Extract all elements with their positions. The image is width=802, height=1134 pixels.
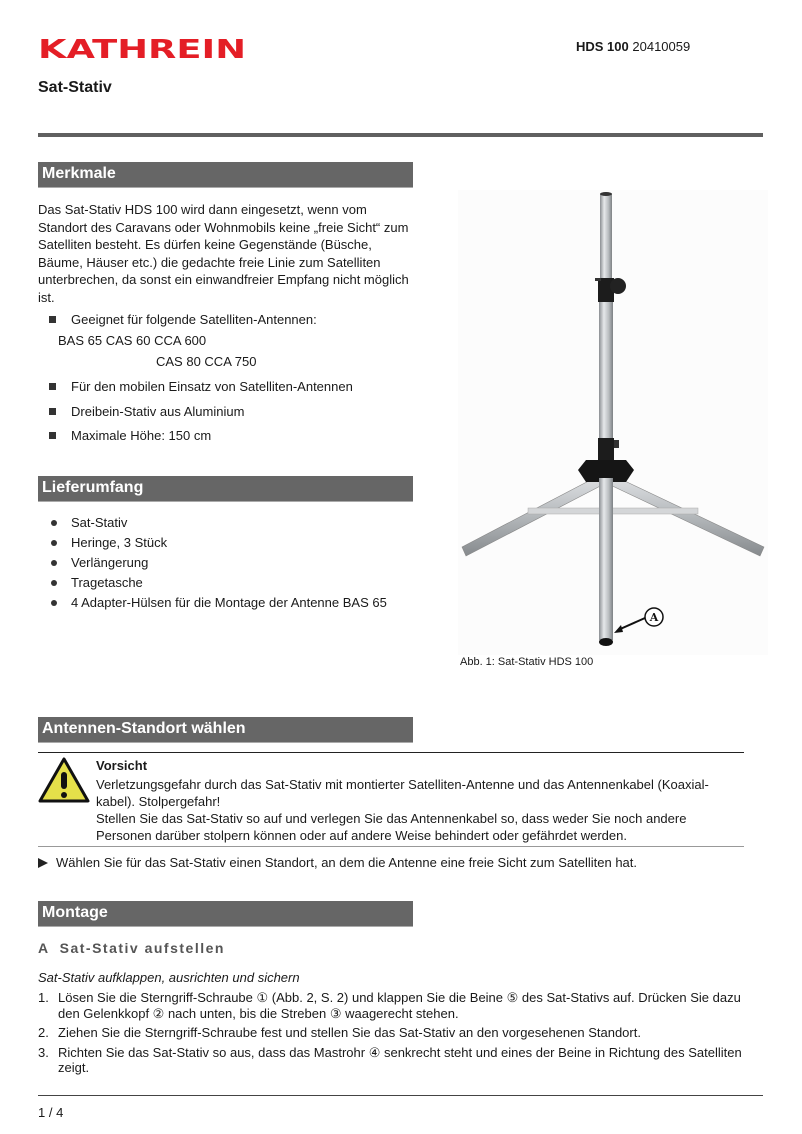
round-bullet-icon bbox=[51, 560, 57, 566]
steps-intro: Sat-Stativ aufklappen, ausrichten und sichern bbox=[38, 970, 300, 985]
list-item: Tragetasche bbox=[38, 574, 418, 594]
step-item: 3. Richten Sie das Sat-Stativ so aus, dass das Mastrohr ④ senkrecht steht und eines der Beine in Richtung des Satelliten zeigt. bbox=[38, 1044, 742, 1075]
svg-text:A: A bbox=[649, 611, 659, 624]
product-code bbox=[576, 39, 690, 54]
subsection-heading: A Sat-Stativ aufstellen bbox=[38, 940, 225, 956]
list-item: Geeignet für folgende Satelliten-Antennen: bbox=[38, 311, 418, 332]
section-heading-features: Merkmale bbox=[38, 162, 413, 188]
page-number: 1 / 4 bbox=[38, 1105, 64, 1120]
square-bullet-icon bbox=[49, 432, 56, 439]
section-heading-scope: Lieferumfang bbox=[38, 476, 413, 502]
step-item: 2. Ziehen Sie die Sterngriff-Schraube fest und stellen Sie das Sat-Stativ an den vorgesehenen Standort. bbox=[38, 1025, 641, 1040]
list-item: Für den mobilen Einsatz von Satelliten-Antennen bbox=[38, 378, 418, 403]
steps-list bbox=[38, 990, 750, 1080]
round-bullet-icon bbox=[51, 600, 57, 606]
document-title: Sat-Stativ bbox=[38, 79, 112, 96]
kathrein-logo bbox=[38, 36, 246, 60]
list-item: Verlängerung bbox=[38, 554, 418, 574]
figure-caption: Abb. 1: Sat-Stativ HDS 100 bbox=[460, 656, 594, 668]
warning-divider-top bbox=[38, 752, 744, 753]
warning-text: Verletzungsgefahr durch das Sat-Stativ mit montierter Satelliten-Antenne und das Antennenkabel (Koaxial- kabel). Stolpergefahr! Stellen Sie das Sat-Stativ so auf und verlegen Sie das Antennenkabel so, dass weder Sie noch andere Personen darüber stolpern können oder auf andere Weise behindert oder gefährdet werden. bbox=[96, 777, 709, 843]
antenna-models-line: BAS 65 CAS 60 CCA 600 bbox=[58, 333, 207, 348]
article-number: 20410059 bbox=[632, 39, 691, 54]
round-bullet-icon bbox=[51, 540, 57, 546]
round-bullet-icon bbox=[51, 520, 57, 526]
features-intro: Das Sat-Stativ HDS 100 wird dann eingesetzt, wenn vom Standort des Caravans oder Wohnmobils keine „freie Sicht“ zum Satelliten besteht. Es dürfen keine Gegenstände (Büsche, Bäume, Häuser etc.) die gedachte freie Linie zum Satelliten unterbrechen, da sonst ein einwandfreier Empfang nicht möglich ist. bbox=[38, 202, 409, 305]
list-item: Dreibein-Stativ aus Aluminium bbox=[38, 403, 418, 428]
features-list bbox=[38, 311, 418, 452]
list-item: 4 Adapter-Hülsen für die Montage der Antenne BAS 65 bbox=[38, 594, 418, 614]
footer-divider bbox=[38, 1095, 763, 1096]
warning-divider-bottom bbox=[38, 846, 744, 847]
square-bullet-icon bbox=[49, 316, 56, 323]
scope-list bbox=[38, 514, 418, 614]
triangle-right-icon bbox=[38, 858, 48, 868]
list-item: Sat-Stativ bbox=[38, 514, 418, 534]
section-heading-assembly: Montage bbox=[38, 901, 413, 927]
model-name: HDS 100 bbox=[576, 39, 629, 54]
list-item: Maximale Höhe: 150 cm bbox=[38, 427, 418, 452]
header-divider bbox=[38, 133, 763, 137]
square-bullet-icon bbox=[49, 383, 56, 390]
round-bullet-icon bbox=[51, 580, 57, 586]
warning-title: Vorsicht bbox=[96, 758, 148, 773]
tripod-illustration bbox=[458, 190, 768, 655]
list-item: Heringe, 3 Stück bbox=[38, 534, 418, 554]
warning-triangle-icon bbox=[38, 756, 90, 804]
section-heading-location: Antennen-Standort wählen bbox=[38, 717, 413, 743]
step-item: 1. Lösen Sie die Sterngriff-Schraube ① (Abb. 2, S. 2) und klappen Sie die Beine ⑤ des Sat-Stativs auf. Drücken Sie dazu den Gelenkkopf ② nach unten, bis die Streben ③ waagerecht stehen. bbox=[38, 990, 741, 1021]
antenna-models-line: CAS 80 CCA 750 bbox=[156, 354, 257, 369]
action-instruction: Wählen Sie für das Sat-Stativ einen Standort, an dem die Antenne eine freie Sicht zum Satelliten hat. bbox=[38, 855, 637, 870]
square-bullet-icon bbox=[49, 408, 56, 415]
svg-text:KATHREIN: KATHREIN bbox=[38, 36, 246, 60]
